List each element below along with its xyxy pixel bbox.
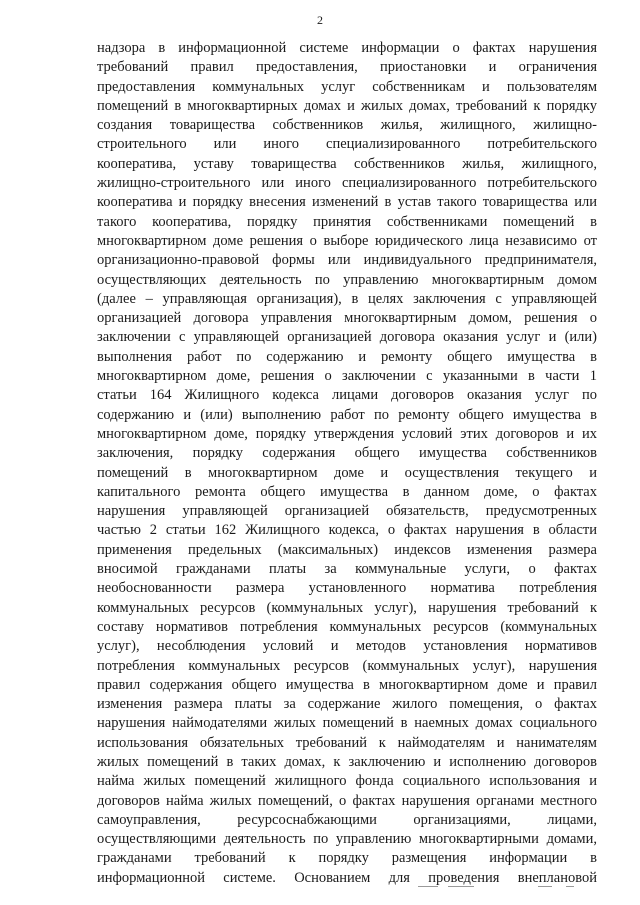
text-line: осуществляющих деятельность по управлению многоквартирным домом — [97, 271, 597, 288]
text-line: кооператива и порядку внесения изменений в устав такого товарищества или — [97, 194, 597, 211]
text-line: гражданами требований к порядку размещения информации в — [97, 850, 597, 867]
text-line: жилых помещений в таких домах, к заключению и исполнению договоров — [97, 753, 597, 770]
text-line: многоквартирном доме решения о выборе юридического лица независимо от — [97, 232, 597, 249]
text-line: выполнения работ по содержанию и ремонту общего имущества в — [97, 348, 597, 365]
text-line: (далее – управляющая организация), в целях заключения с управляющей — [97, 290, 597, 307]
text-line: предоставления коммунальных услуг собственникам и пользователям — [97, 78, 597, 95]
page-number: 2 — [317, 13, 323, 27]
footer-scan-mark — [566, 886, 574, 887]
text-line: строительного или иного специализированного потребительского — [97, 136, 597, 153]
text-line: нарушения наймодателями жилых помещений в наемных домах социального — [97, 715, 597, 732]
text-line: заключения, порядку содержания общего имущества собственников — [97, 445, 597, 462]
text-line: требований правил предоставления, приостановки и ограничения — [97, 59, 597, 76]
text-line: вносимой гражданами платы за коммунальные услуги, о фактах — [97, 561, 597, 578]
text-line: необоснованности размера установленного норматива потребления — [97, 580, 597, 597]
text-line: применения предельных (максимальных) индексов изменения размера — [97, 541, 597, 558]
footer-scan-mark — [448, 886, 474, 887]
text-line: изменения размера платы за содержание жилого помещения, о фактах — [97, 696, 597, 713]
body-text — [97, 39, 597, 888]
text-line: правил содержания общего имущества в многоквартирном доме и правил — [97, 676, 597, 693]
text-line: кооператива, уставу товарищества собственников жилья, жилищного, — [97, 155, 597, 172]
text-line: услуг), несоблюдения условий и методов установления нормативов — [97, 638, 597, 655]
text-line: использования обязательных требований к наймодателям и нанимателям — [97, 734, 597, 751]
text-line: нарушения управляющей организацией обязательств, предусмотренных — [97, 503, 597, 520]
footer-scan-mark — [538, 886, 552, 887]
text-line: самоуправления, ресурсоснабжающими организациями, лицами, — [97, 811, 597, 828]
text-line: информационной системе. Основанием для проведения внеплановой — [97, 869, 597, 886]
text-line: найма жилых помещений жилищного фонда социального использования и — [97, 773, 597, 790]
text-line: капитального ремонта общего имущества в данном доме, о фактах — [97, 483, 597, 500]
text-line: многоквартирном доме, решения о заключении с указанными в части 1 — [97, 368, 597, 385]
text-line: содержанию и (или) выполнению работ по ремонту общего имущества в — [97, 406, 597, 423]
text-line: составу нормативов потребления коммунальных ресурсов (коммунальных — [97, 618, 597, 635]
text-line: потребления коммунальных ресурсов (коммунальных услуг), нарушения — [97, 657, 597, 674]
text-line: такого кооператива, порядку принятия собственниками помещений в — [97, 213, 597, 230]
text-line: заключении с управляющей организацией договора оказания услуг и (или) — [97, 329, 597, 346]
text-line: помещений в многоквартирных домах и жилых домах, требований к порядку — [97, 97, 597, 114]
text-line: многоквартирном доме, порядку утверждения условий этих договоров и их — [97, 425, 597, 442]
text-line: организационно-правовой формы или индивидуального предпринимателя, — [97, 252, 597, 269]
text-line: создания товарищества собственников жилья, жилищного, жилищно- — [97, 117, 597, 134]
text-line: договоров найма жилых помещений, о фактах нарушения органами местного — [97, 792, 597, 809]
text-line: осуществляющими деятельность по управлению многоквартирными домами, — [97, 831, 597, 848]
text-line: коммунальных ресурсов (коммунальных услуг), нарушения требований к — [97, 599, 597, 616]
text-line: частью 2 статьи 162 Жилищного кодекса, о фактах нарушения в области — [97, 522, 597, 539]
footer-scan-mark — [418, 886, 438, 887]
text-line: надзора в информационной системе информации о фактах нарушения — [97, 40, 597, 56]
text-line: статьи 164 Жилищного кодекса лицами договоров оказания услуг по — [97, 387, 597, 404]
text-line: жилищно-строительного или иного специализированного потребительского — [97, 175, 597, 192]
text-line: организацией договора управления многоквартирным домом, решения о — [97, 310, 597, 327]
text-line: помещений в многоквартирном доме и осуществления текущего и — [97, 464, 597, 481]
